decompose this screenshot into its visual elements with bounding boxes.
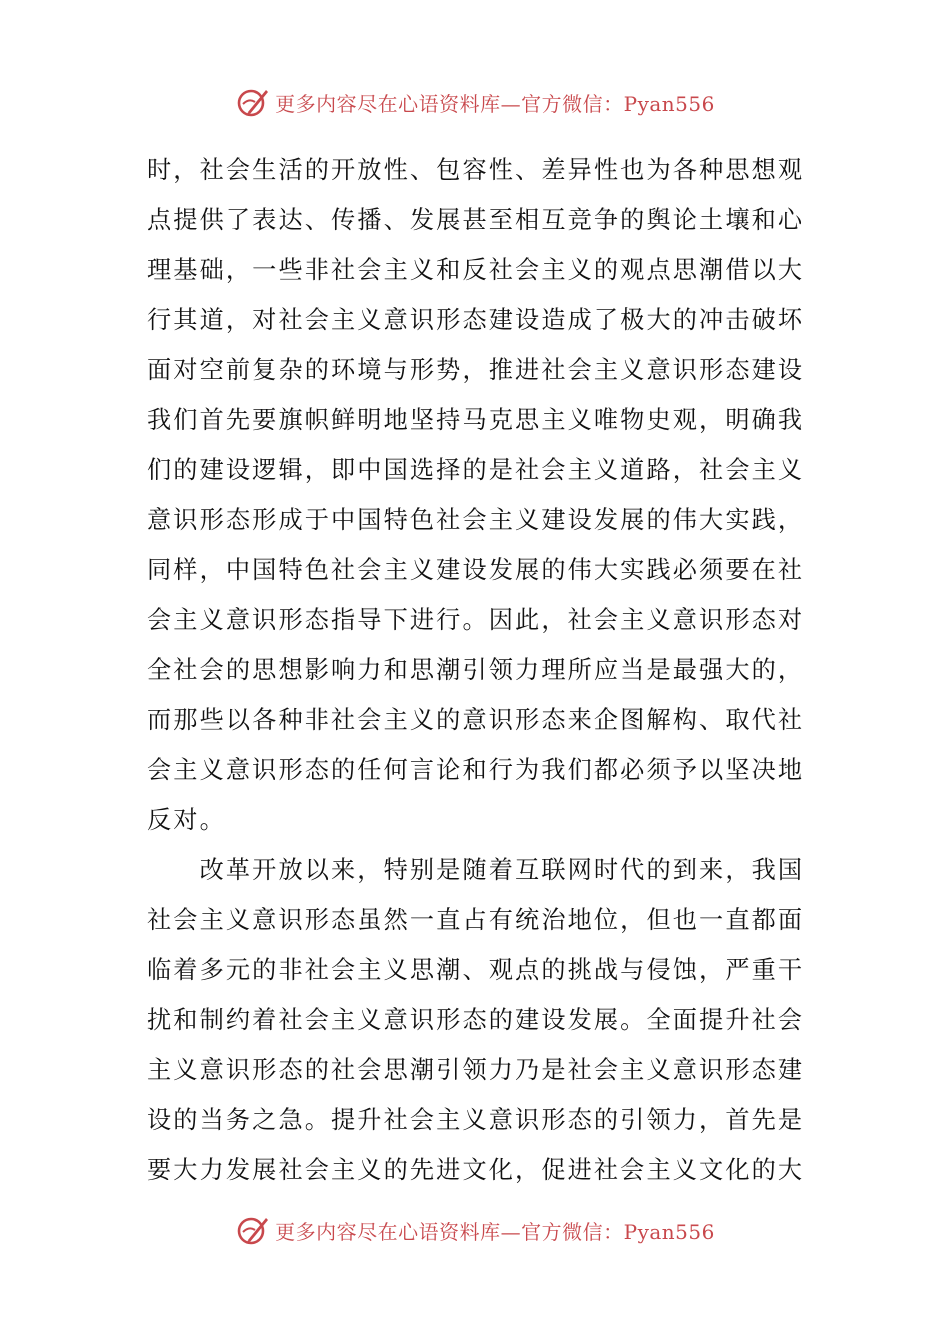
- footer-banner-text: 更多内容尽在心语资料库—官方微信：Pyan556: [275, 1219, 715, 1244]
- pen-logo-icon: [235, 84, 271, 120]
- text-line: 行其道，对社会主义意识形态建设造成了极大的冲击破坏: [147, 306, 805, 334]
- text-line: 我们首先要旗帜鲜明地坚持马克思主义唯物史观，明确我: [147, 406, 805, 434]
- document-body: [147, 145, 807, 1195]
- header-banner-text: 更多内容尽在心语资料库—官方微信：Pyan556: [275, 91, 715, 116]
- text-line: 主义意识形态的社会思潮引领力乃是社会主义意识形态建: [147, 1056, 805, 1084]
- text-line: 反对。: [147, 806, 226, 834]
- text-line: 同样，中国特色社会主义建设发展的伟大实践必须要在社: [147, 556, 805, 584]
- text-line: 要大力发展社会主义的先进文化，促进社会主义文化的大: [147, 1156, 805, 1184]
- text-line: 时，社会生活的开放性、包容性、差异性也为各种思想观: [147, 156, 805, 184]
- footer-watermark-banner: [0, 1210, 950, 1250]
- text-line: 社会主义意识形态虽然一直占有统治地位，但也一直都面: [147, 906, 805, 934]
- text-line: 会主义意识形态指导下进行。因此，社会主义意识形态对: [147, 606, 805, 634]
- text-line: 而那些以各种非社会主义的意识形态来企图解构、取代社: [147, 706, 805, 734]
- pen-logo-icon: [235, 1212, 271, 1248]
- text-line: 面对空前复杂的环境与形势，推进社会主义意识形态建设: [147, 356, 805, 384]
- text-line: 会主义意识形态的任何言论和行为我们都必须予以坚决地: [147, 756, 805, 784]
- text-line: 扰和制约着社会主义意识形态的建设发展。全面提升社会: [147, 1006, 805, 1034]
- text-line: 点提供了表达、传播、发展甚至相互竞争的舆论土壤和心: [147, 206, 805, 234]
- text-line: 临着多元的非社会主义思潮、观点的挑战与侵蚀，严重干: [147, 956, 805, 984]
- text-line: 改革开放以来，特别是随着互联网时代的到来，我国: [147, 856, 805, 884]
- text-line: 全社会的思想影响力和思潮引领力理所应当是最强大的，: [147, 656, 805, 684]
- text-line: 理基础，一些非社会主义和反社会主义的观点思潮借以大: [147, 256, 805, 284]
- header-watermark-banner: [0, 82, 950, 122]
- text-line: 意识形态形成于中国特色社会主义建设发展的伟大实践，: [147, 506, 805, 534]
- text-line: 设的当务之急。提升社会主义意识形态的引领力，首先是: [147, 1106, 805, 1134]
- text-line: 们的建设逻辑，即中国选择的是社会主义道路，社会主义: [147, 456, 805, 484]
